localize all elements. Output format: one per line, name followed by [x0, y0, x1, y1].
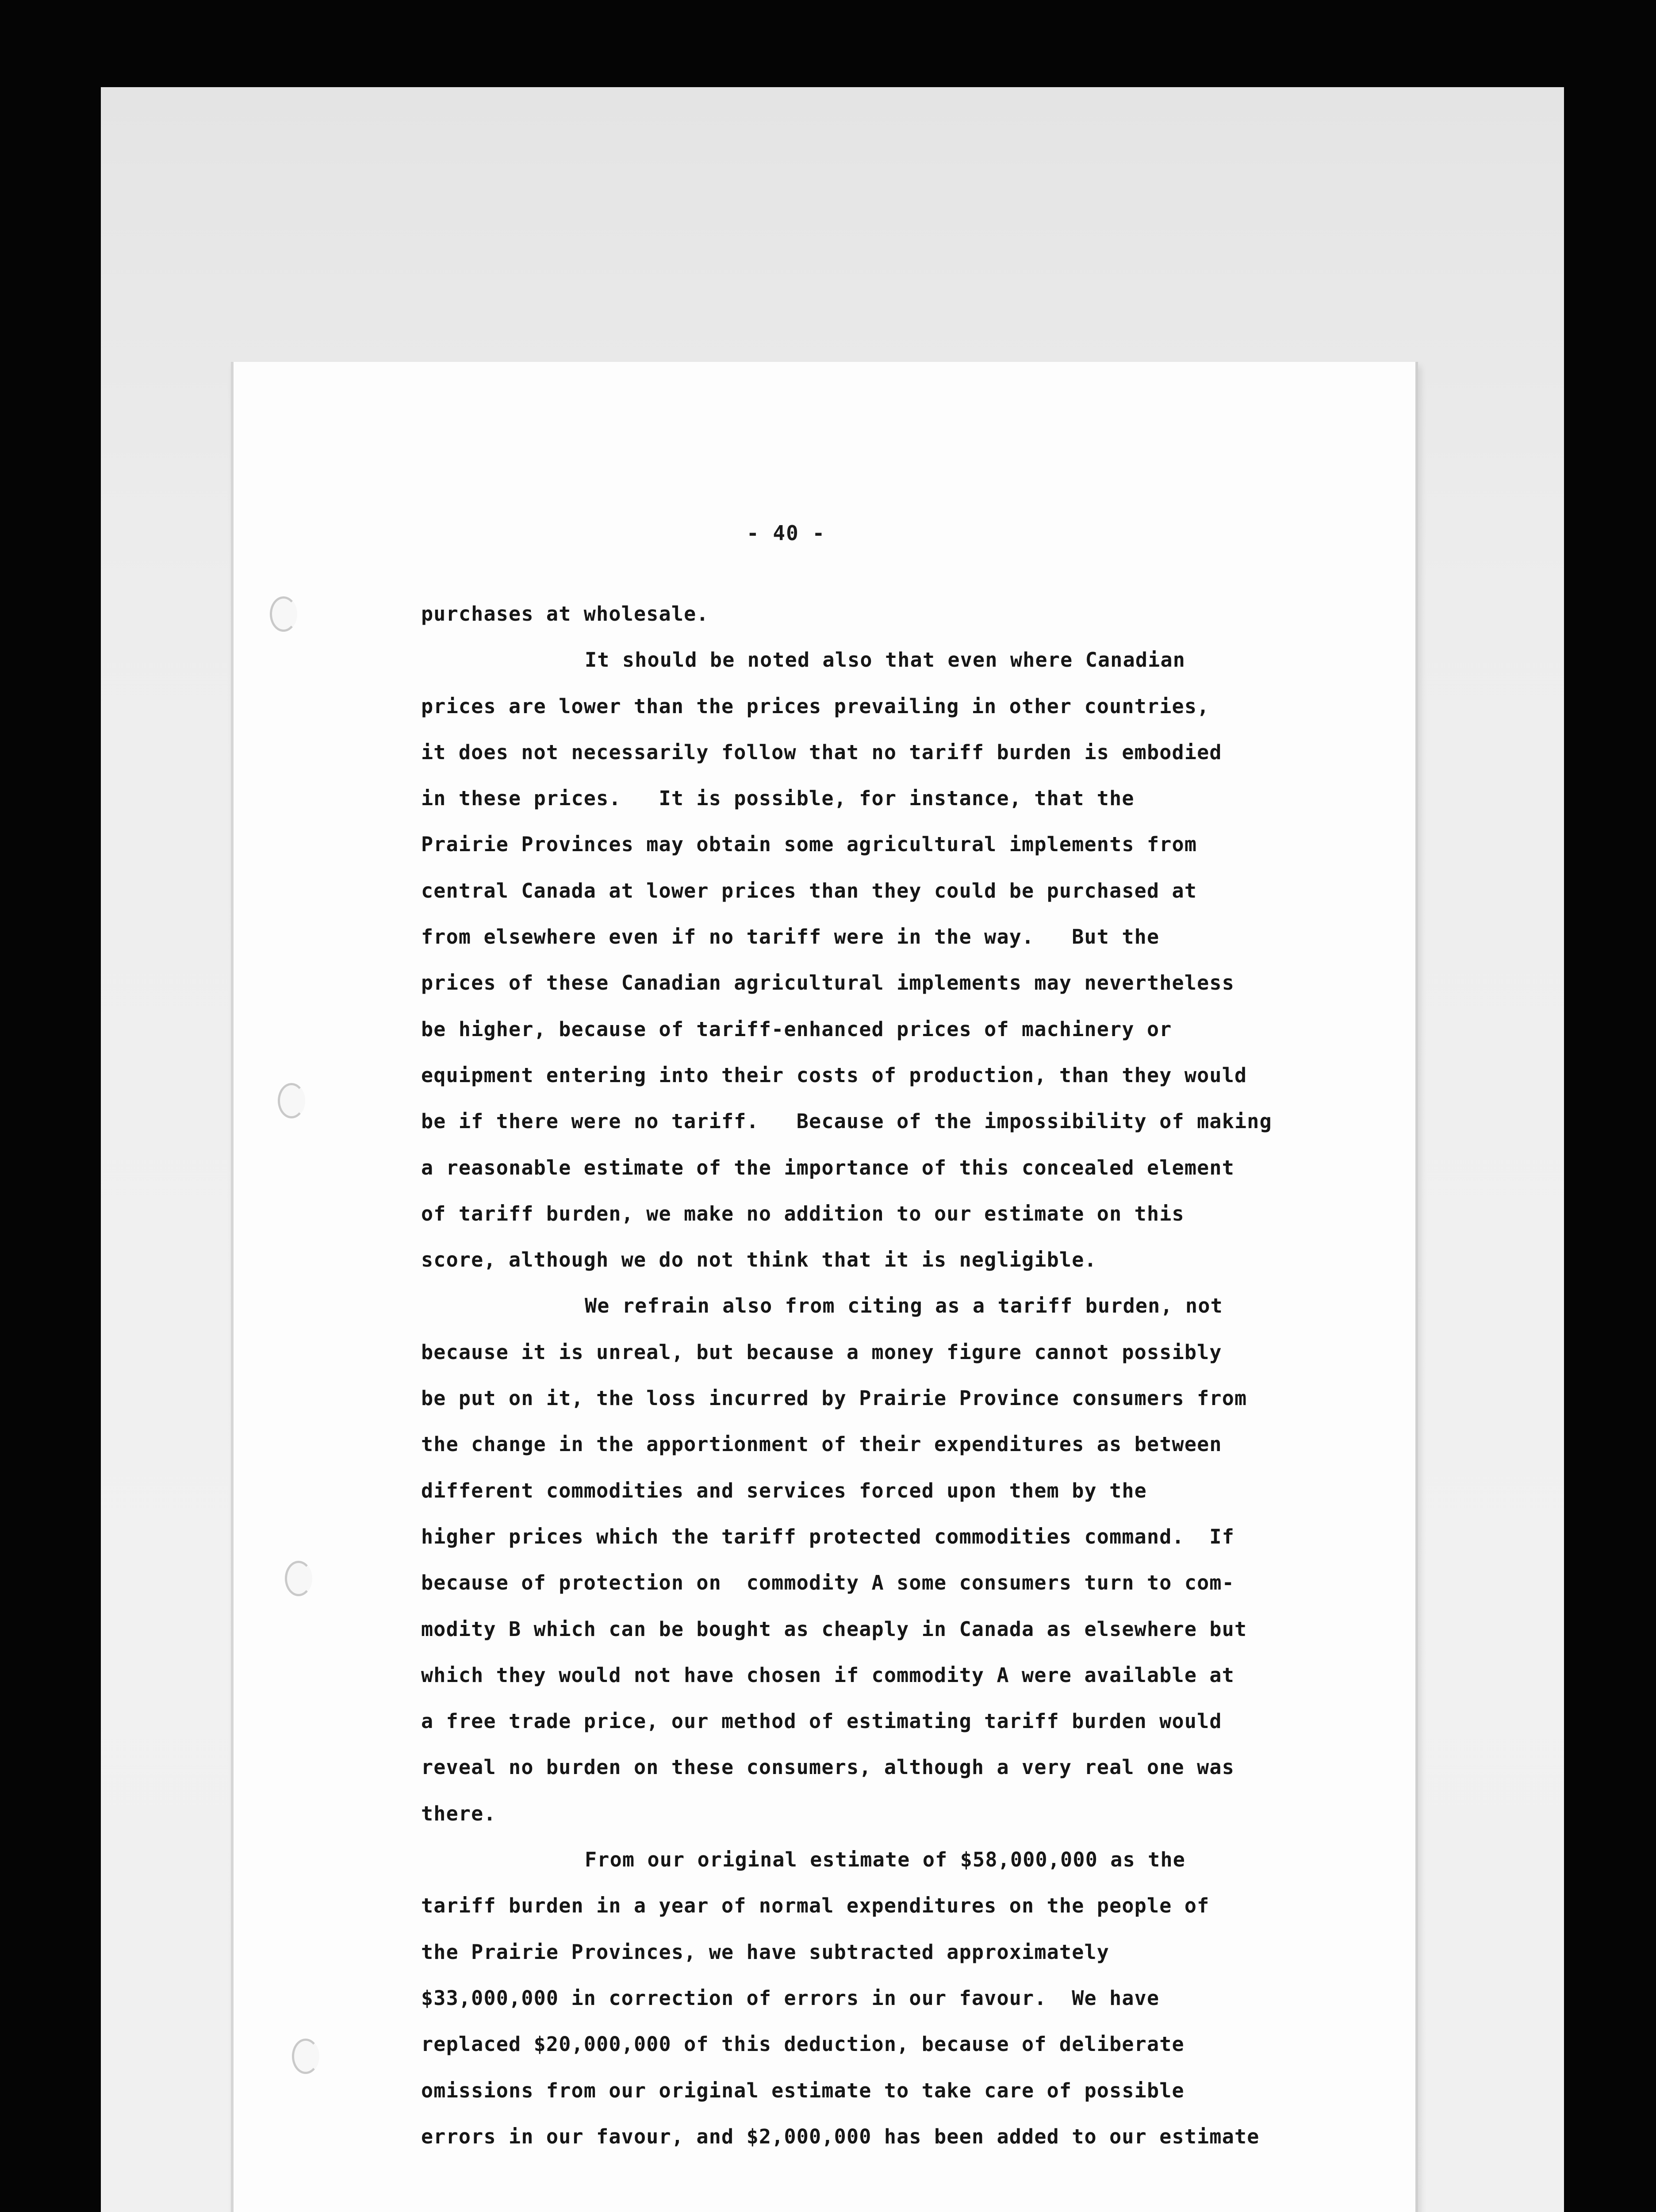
body-text — [421, 591, 1412, 2160]
text-line: a reasonable estimate of the importance of this concealed element — [421, 1156, 1234, 1179]
text-line: equipment entering into their costs of production, than they would — [421, 1063, 1247, 1087]
text-line: from elsewhere even if no tariff were in the way. But the — [421, 925, 1160, 949]
text-line: reveal no burden on these consumers, although a very real one was — [421, 1755, 1234, 1779]
text-line: $33,000,000 in correction of errors in our favour. We have — [421, 1986, 1160, 2010]
text-line: be higher, because of tariff-enhanced prices of machinery or — [421, 1017, 1172, 1041]
text-line: omissions from our original estimate to take care of possible — [421, 2078, 1184, 2102]
text-line: in these prices. It is possible, for instance, that the — [421, 787, 1135, 810]
text-line: be put on it, the loss incurred by Prairie Province consumers from — [421, 1386, 1247, 1410]
text-line: be if there were no tariff. Because of the impossibility of making — [421, 1110, 1272, 1133]
text-line: central Canada at lower prices than they could be purchased at — [421, 879, 1197, 902]
text-line: score, although we do not think that it is negligible. — [421, 1248, 1097, 1272]
text-line: different commodities and services forced upon them by the — [421, 1479, 1147, 1502]
text-line: purchases at wholesale. — [421, 602, 709, 626]
text-line: higher prices which the tariff protected commodities command. If — [421, 1525, 1234, 1548]
text-line: prices of these Canadian agricultural implements may nevertheless — [421, 971, 1234, 995]
paragraph-start-line: We refrain also from citing as a tariff burden, not — [585, 1294, 1223, 1318]
text-line: modity B which can be bought as cheaply in Canada as elsewhere but — [421, 1617, 1247, 1641]
text-line: the change in the apportionment of their expenditures as between — [421, 1432, 1222, 1456]
punch-hole — [285, 1561, 312, 1596]
punch-hole — [278, 1083, 305, 1118]
text-line: tariff burden in a year of normal expenditures on the people of — [421, 1894, 1210, 1918]
text-line: there. — [421, 1801, 496, 1825]
text-line: Prairie Provinces may obtain some agricultural implements from — [421, 833, 1197, 856]
paragraph-start-line: From our original estimate of $58,000,000 as the — [585, 1848, 1186, 1872]
text-line: errors in our favour, and $2,000,000 has been added to our estimate — [421, 2124, 1260, 2148]
paragraph-start-line: It should be noted also that even where Canadian — [585, 648, 1186, 672]
text-line: of tariff burden, we make no addition to our estimate on this — [421, 1202, 1184, 1225]
page-number: - 40 - — [747, 521, 826, 545]
text-line: because it is unreal, but because a money figure cannot possibly — [421, 1340, 1222, 1364]
text-line: it does not necessarily follow that no tariff burden is embodied — [421, 740, 1222, 764]
text-line: prices are lower than the prices prevailing in other countries, — [421, 694, 1210, 718]
text-line: which they would not have chosen if commodity A were available at — [421, 1663, 1234, 1687]
document-page — [231, 362, 1418, 2212]
text-line: the Prairie Provinces, we have subtracted approximately — [421, 1940, 1110, 1964]
punch-hole — [270, 596, 297, 632]
punch-hole — [292, 2039, 319, 2074]
text-line: replaced $20,000,000 of this deduction, because of deliberate — [421, 2032, 1184, 2056]
text-line: because of protection on commodity A some consumers turn to com- — [421, 1571, 1234, 1595]
text-line: a free trade price, our method of estimating tariff burden would — [421, 1709, 1222, 1733]
